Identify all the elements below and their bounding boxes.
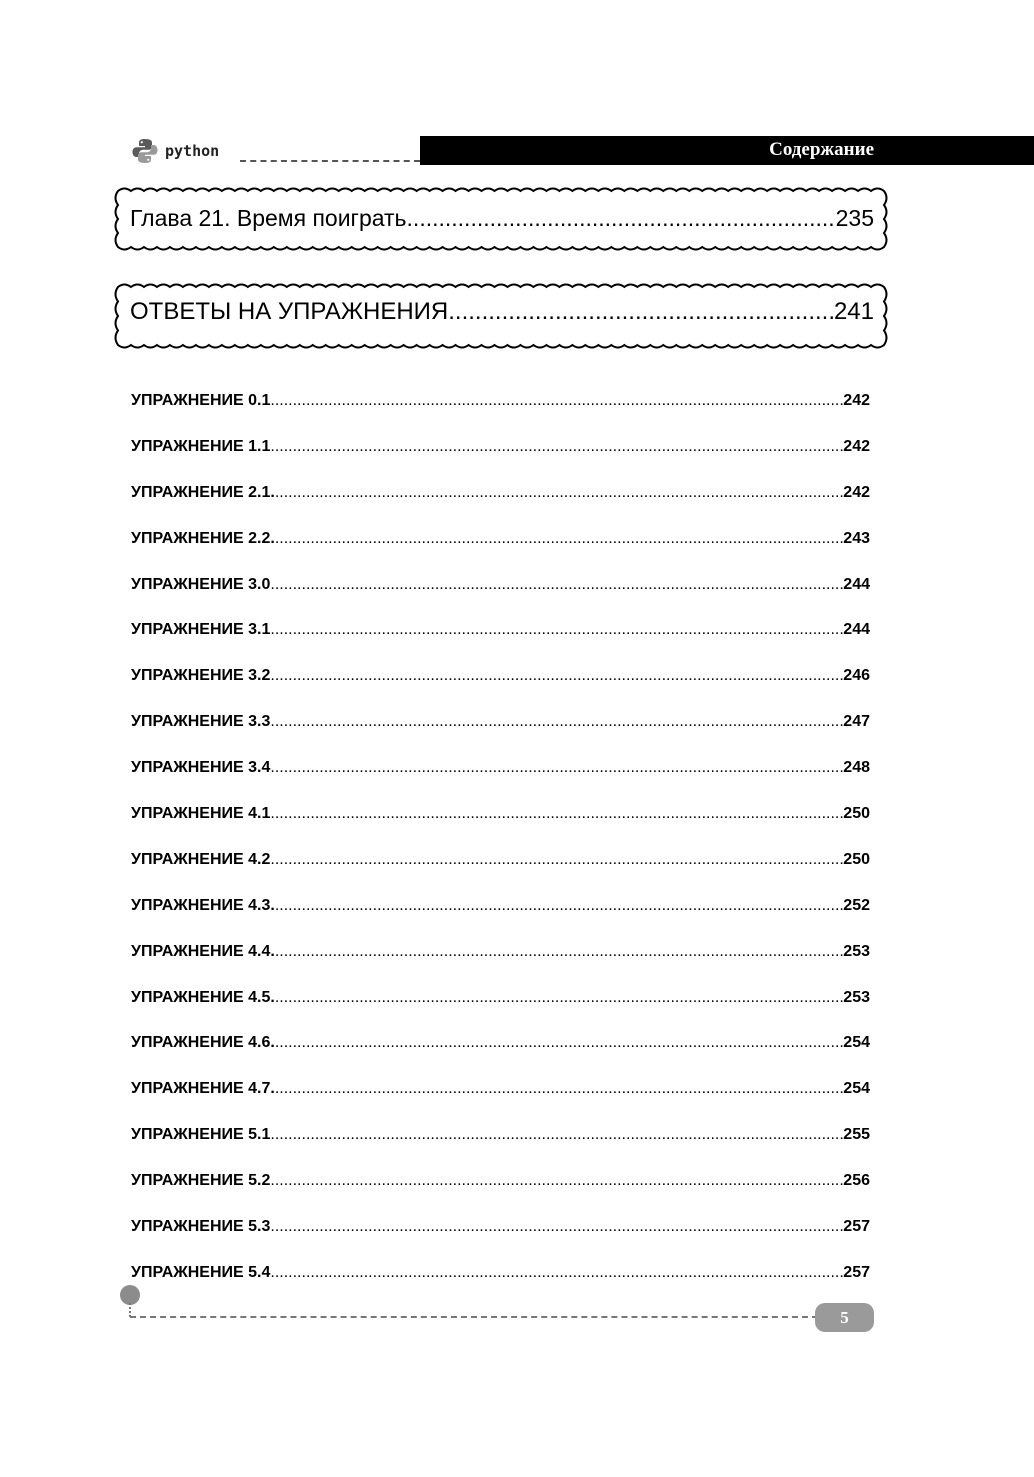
toc-row[interactable] [131,378,870,424]
toc-row[interactable] [131,1066,870,1112]
toc-page: 250 [843,804,870,822]
toc-title: УПРАЖНЕНИЕ 4.7. [131,1080,275,1098]
toc-title: УПРАЖНЕНИЕ 3.3 [131,713,271,731]
dot-leader [270,392,843,410]
toc-title: УПРАЖНЕНИЕ 3.2 [131,667,271,685]
python-logo-text: python [165,142,220,160]
python-logo [131,137,219,165]
dot-leader [270,438,843,456]
toc-row[interactable] [131,607,870,653]
page-number-badge: 5 [815,1303,874,1332]
toc-title: УПРАЖНЕНИЕ 5.4 [131,1263,271,1281]
toc-page: 252 [843,896,870,914]
toc-page: 242 [843,437,870,455]
toc-page: 257 [843,1263,870,1281]
toc-row[interactable] [131,883,870,929]
toc-title: УПРАЖНЕНИЕ 3.0 [131,575,271,593]
toc-title: УПРАЖНЕНИЕ 0.1 [131,391,271,409]
chapter-21-page: 235 [835,205,874,231]
toc-row[interactable] [131,1112,870,1158]
dot-leader [270,851,843,869]
dot-leader [275,484,843,502]
dot-leader [275,530,843,548]
toc-row[interactable] [131,1204,870,1250]
toc-page: 257 [843,1217,870,1235]
toc-page: 244 [843,575,870,593]
dot-leader [275,897,843,915]
dot-leader [270,621,843,639]
python-logo-icon [131,137,159,165]
answers-section-title: ОТВЕТЫ НА УПРАЖНЕНИЯ [130,298,449,325]
toc-row[interactable] [131,424,870,470]
toc-page: 246 [843,667,870,685]
toc-title: УПРАЖНЕНИЕ 2.1. [131,483,275,501]
dot-leader [275,1034,843,1052]
toc-page: 253 [843,988,870,1006]
dot-leader [270,1172,843,1190]
toc-page: 253 [843,942,870,960]
toc-page: 255 [843,1126,870,1144]
footer-circle-marker [120,1285,140,1305]
toc-row[interactable] [131,1250,870,1296]
toc-row[interactable] [131,699,870,745]
dot-leader [270,1218,843,1236]
footer-connector [129,1303,131,1317]
dot-leader [448,298,834,326]
toc-row[interactable] [131,516,870,562]
toc-title: УПРАЖНЕНИЕ 3.4 [131,759,271,777]
toc-list [131,378,870,1296]
section-title: Содержание [769,139,874,160]
toc-title: УПРАЖНЕНИЕ 5.2 [131,1172,271,1190]
toc-title: УПРАЖНЕНИЕ 5.1 [131,1126,271,1144]
toc-title: УПРАЖНЕНИЕ 3.1 [131,621,271,639]
dot-leader [275,943,843,961]
toc-row[interactable] [131,791,870,837]
toc-page: 242 [843,483,870,501]
toc-page: 242 [843,391,870,409]
toc-row[interactable] [131,929,870,975]
toc-row[interactable] [131,837,870,883]
dot-leader [270,1264,843,1282]
toc-page: 256 [843,1172,870,1190]
answers-section-page: 241 [833,298,874,325]
toc-row[interactable] [131,1020,870,1066]
toc-title: УПРАЖНЕНИЕ 4.4. [131,942,275,960]
toc-page: 254 [843,1080,870,1098]
toc-row[interactable] [131,745,870,791]
footer-divider [130,1316,818,1318]
chapter-21-entry[interactable] [112,185,890,253]
toc-page: 254 [843,1034,870,1052]
dot-leader [407,205,836,232]
dot-leader [270,805,843,823]
toc-title: УПРАЖНЕНИЕ 4.5. [131,988,275,1006]
toc-page: 250 [843,850,870,868]
section-header-bar [420,136,1034,165]
toc-page: 244 [843,621,870,639]
chapter-21-title: Глава 21. Время поиграть [130,205,407,231]
toc-title: УПРАЖНЕНИЕ 4.2 [131,850,271,868]
dot-leader [270,713,843,731]
dot-leader [270,1126,843,1144]
toc-page: 248 [843,759,870,777]
toc-title: УПРАЖНЕНИЕ 5.3 [131,1217,271,1235]
toc-title: УПРАЖНЕНИЕ 4.6. [131,1034,275,1052]
toc-page: 243 [843,529,870,547]
header-divider [240,160,420,162]
dot-leader [270,759,843,777]
toc-page: 247 [843,713,870,731]
dot-leader [275,989,843,1007]
toc-row[interactable] [131,975,870,1021]
dot-leader [275,1080,843,1098]
toc-row[interactable] [131,562,870,608]
toc-title: УПРАЖНЕНИЕ 4.1 [131,804,271,822]
toc-row[interactable] [131,1158,870,1204]
toc-title: УПРАЖНЕНИЕ 1.1 [131,437,271,455]
toc-row[interactable] [131,653,870,699]
dot-leader [270,667,843,685]
dot-leader [270,576,843,594]
toc-title: УПРАЖНЕНИЕ 4.3. [131,896,275,914]
toc-row[interactable] [131,470,870,516]
answers-section-entry[interactable] [112,281,890,351]
toc-title: УПРАЖНЕНИЕ 2.2. [131,529,275,547]
